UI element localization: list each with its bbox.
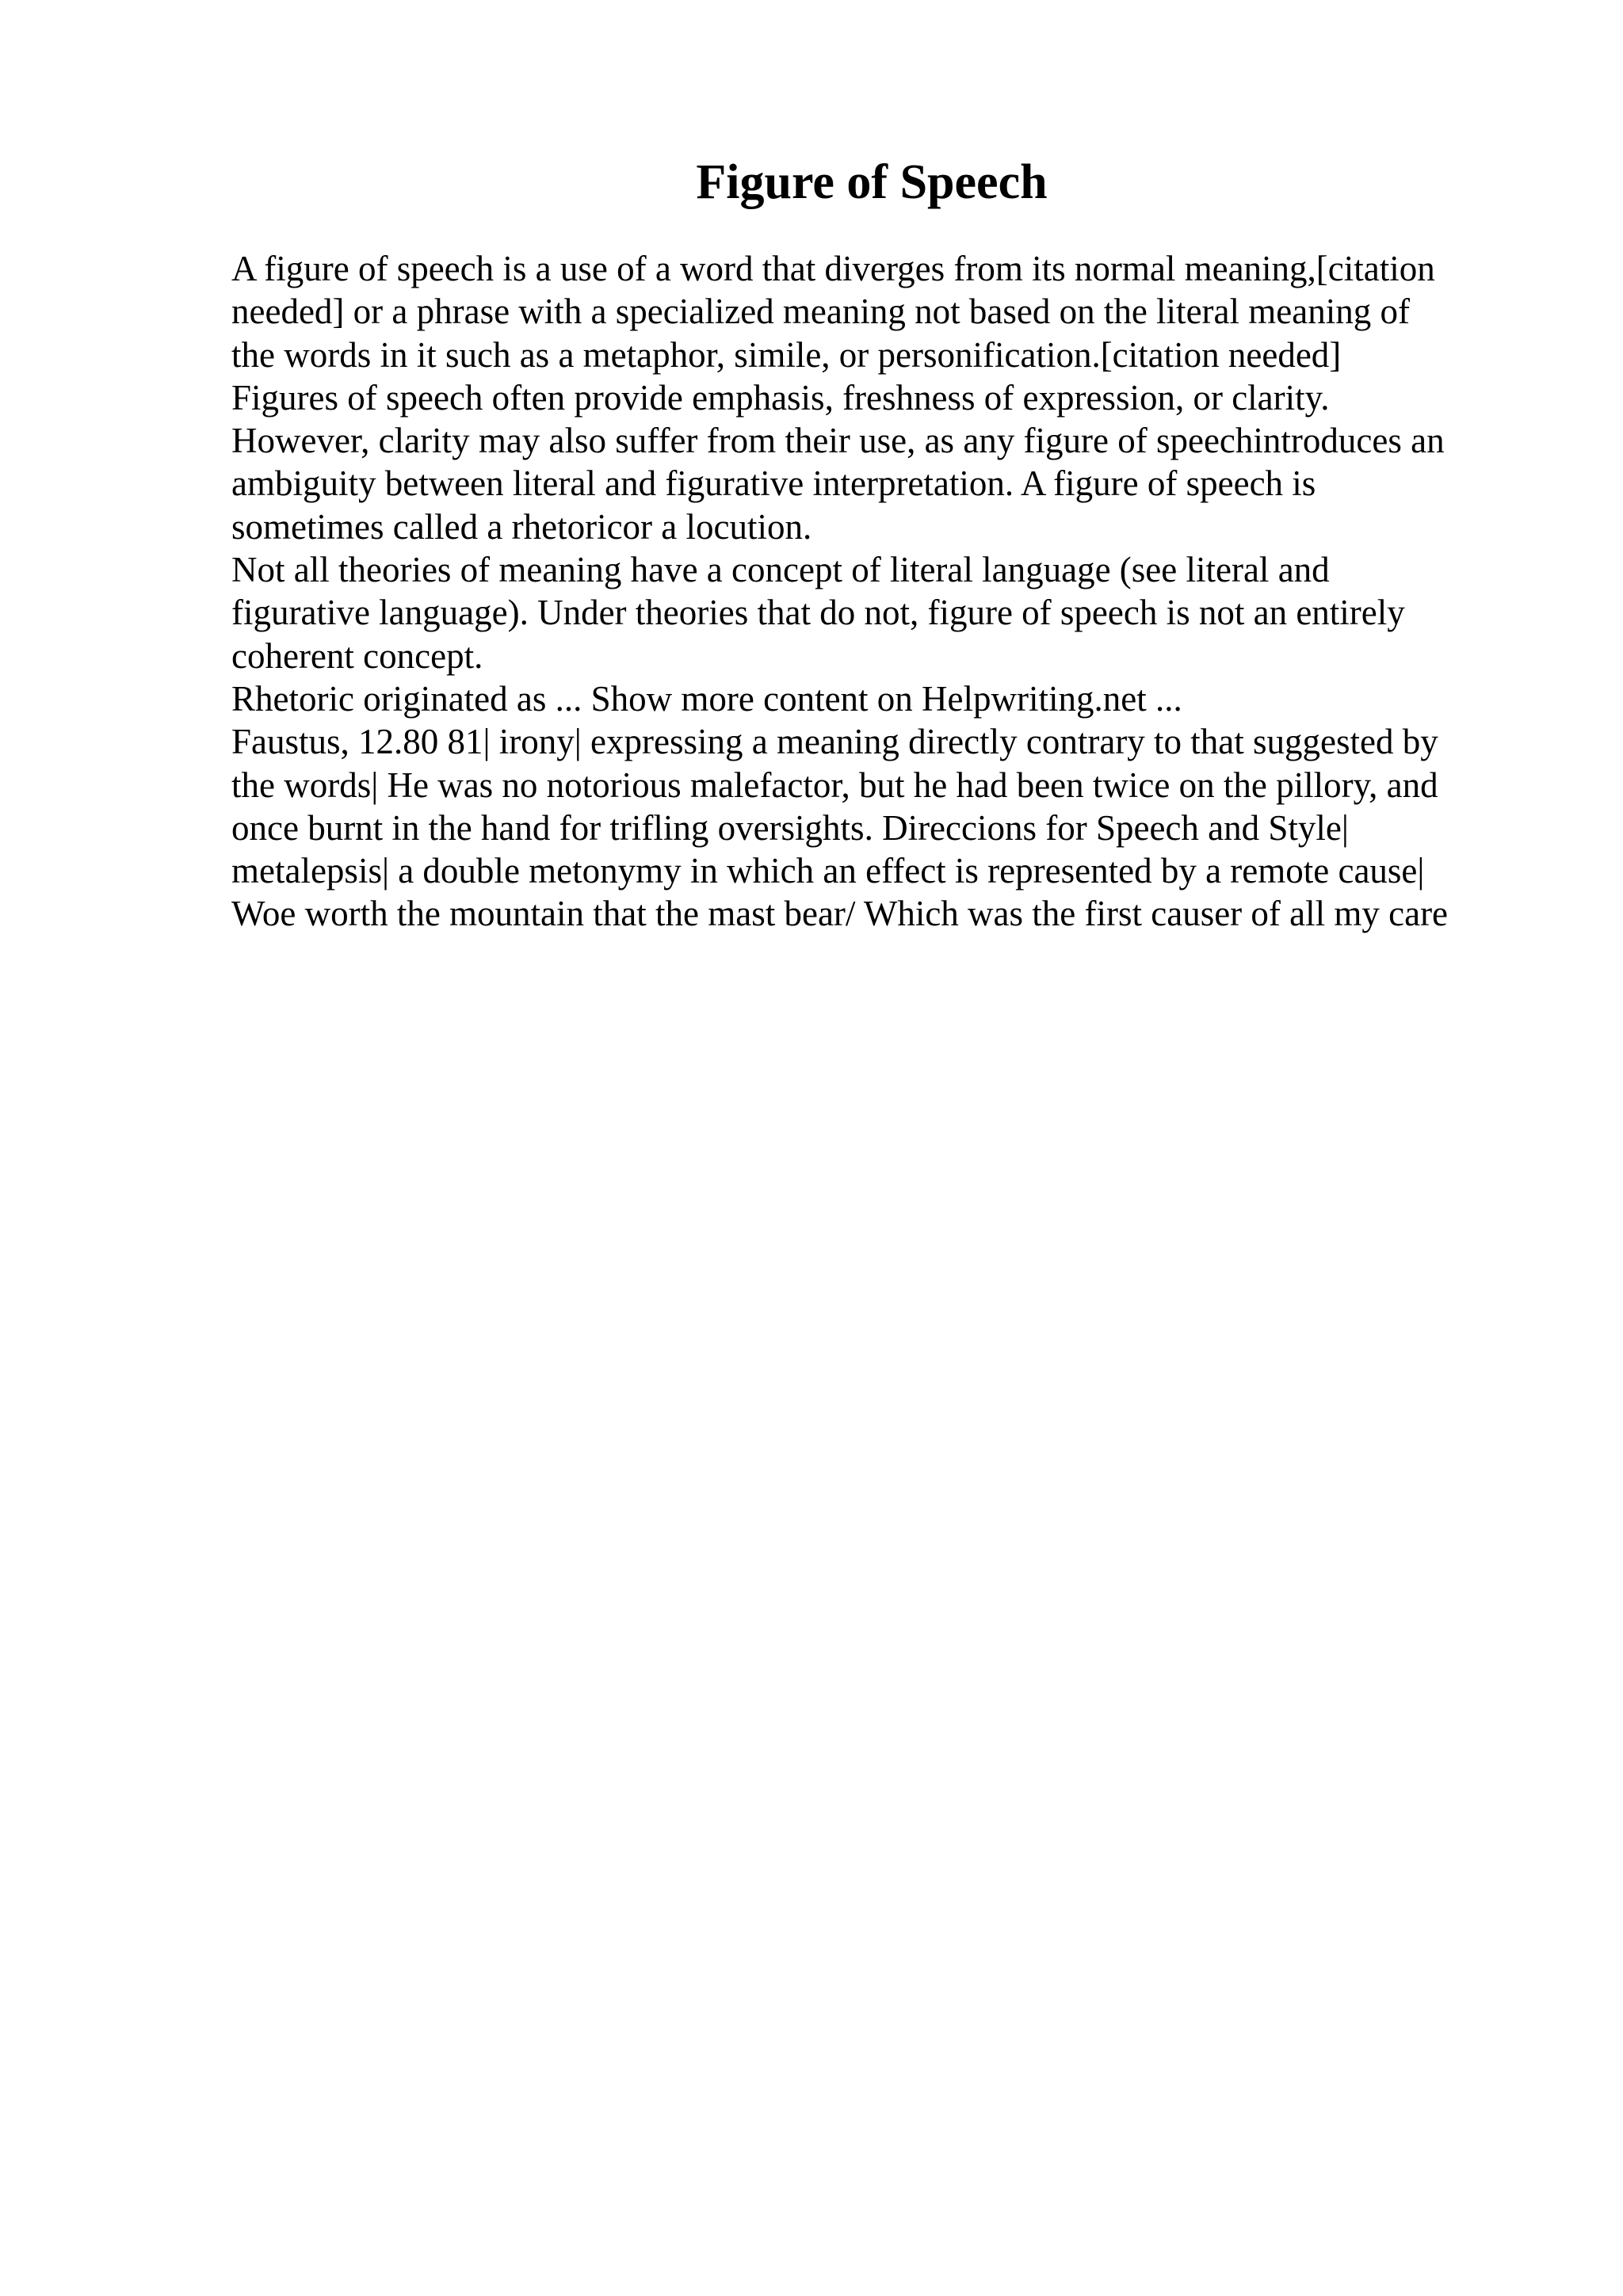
body-line: Figures of speech often provide emphasis, freshness of expression, or clarity. <box>231 377 1330 418</box>
body-line: Rhetoric originated as ... Show more content on Helpwriting.net ... <box>231 678 1182 719</box>
body-line: metalepsis| a double metonymy in which an effect is represented by a remote cause| <box>231 851 1425 891</box>
body-line: once burnt in the hand for trifling oversights. Direccions for Speech and Style| <box>231 807 1349 848</box>
document-body <box>231 247 1515 936</box>
body-line: ambiguity between literal and figurative interpretation. A figure of speech is <box>231 463 1316 504</box>
body-line: Faustus, 12.80 81| irony| expressing a meaning directly contrary to that suggested by <box>231 722 1438 762</box>
body-line: Not all theories of meaning have a concept of literal language (see literal and <box>231 550 1330 590</box>
body-line: the words| He was no notorious malefactor, but he had been twice on the pillory, and <box>231 765 1438 805</box>
body-line: needed] or a phrase with a specialized meaning not based on the literal meaning of <box>231 292 1410 332</box>
body-line: sometimes called a rhetoricor a locution. <box>231 506 812 547</box>
body-line: Woe worth the mountain that the mast bear/ Which was the first causer of all my care <box>231 894 1449 934</box>
body-line: the words in it such as a metaphor, simile, or personification.[citation needed] <box>231 334 1342 375</box>
body-line: A figure of speech is a use of a word that diverges from its normal meaning,[citation <box>231 249 1435 288</box>
document-title: Figure of Speech <box>696 155 1048 209</box>
body-line: figurative language). Under theories that do not, figure of speech is not an entirely <box>231 593 1405 633</box>
body-line: However, clarity may also suffer from their use, as any figure of speechintroduces an <box>231 421 1445 461</box>
body-line: coherent concept. <box>231 635 483 676</box>
